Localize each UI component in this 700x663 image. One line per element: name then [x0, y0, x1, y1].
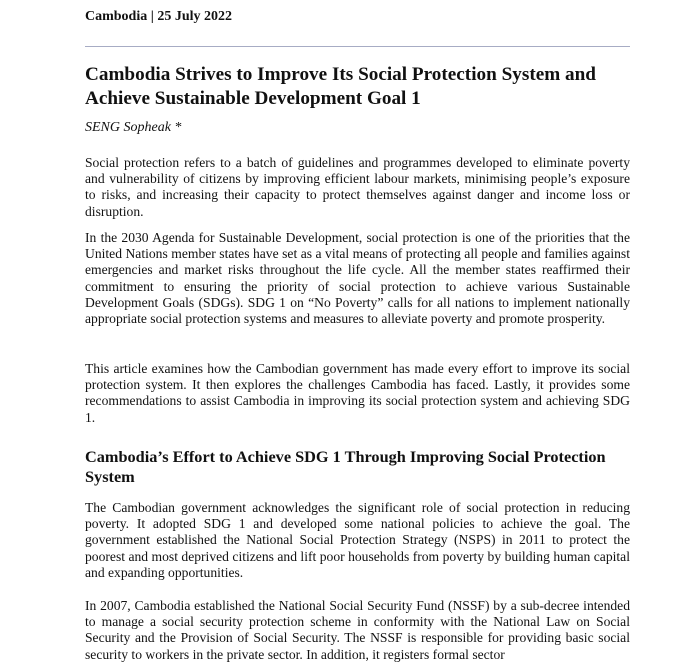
intro-paragraph-2: In the 2030 Agenda for Sustainable Development, social protection is one of the priorities that the United Nations member states have set as a vital means of protecting all people and families against emergencies and market risks throughout the life cycle. All the member states reaffirmed their commitment to ensuring the priority of social protection to achieve various Sustainable Development Goals (SDGs). SDG 1 on “No Poverty” calls for all nations to implement nationally appropriate social protection systems and measures to alleviate poverty and promote prosperity.: [85, 230, 630, 327]
section-paragraph-1: The Cambodian government acknowledges the significant role of social protection in reducing poverty. It adopted SDG 1 and developed some national policies to achieve the goal. The government established the National Social Protection Strategy (NSPS) in 2011 to protect the poorest and most deprived citizens and lift poor households from poverty by building human capital and expanding opportunities.: [85, 500, 630, 580]
header-divider: [85, 46, 630, 47]
article-header-meta: Cambodia | 25 July 2022: [85, 9, 232, 24]
article-title: Cambodia Strives to Improve Its Social Protection System and Achieve Sustainable Development Goal 1: [85, 64, 596, 109]
intro-paragraph-1: Social protection refers to a batch of guidelines and programmes developed to eliminate poverty and vulnerability of citizens by improving efficient labour markets, minimising people’s exposure to risks, and increasing their capacity to protect themselves against danger and income loss or disruption.: [85, 155, 630, 219]
section-paragraph-2: In 2007, Cambodia established the National Social Security Fund (NSSF) by a sub-decree intended to manage a social security protection scheme in conformity with the National Law on Social Security and the Provision of Social Security. The NSSF is responsible for providing basic social security to workers in the private sector. In addition, it registers formal sector: [85, 598, 630, 662]
article-author: SENG Sopheak *: [85, 120, 182, 135]
section-heading: Cambodia’s Effort to Achieve SDG 1 Through Improving Social Protection System: [85, 447, 606, 486]
intro-paragraph-3: This article examines how the Cambodian government has made every effort to improve its social protection system. It then explores the challenges Cambodia has faced. Lastly, it provides some recommendations to assist Cambodia in improving its social protection system and achieving SDG 1.: [85, 361, 630, 425]
